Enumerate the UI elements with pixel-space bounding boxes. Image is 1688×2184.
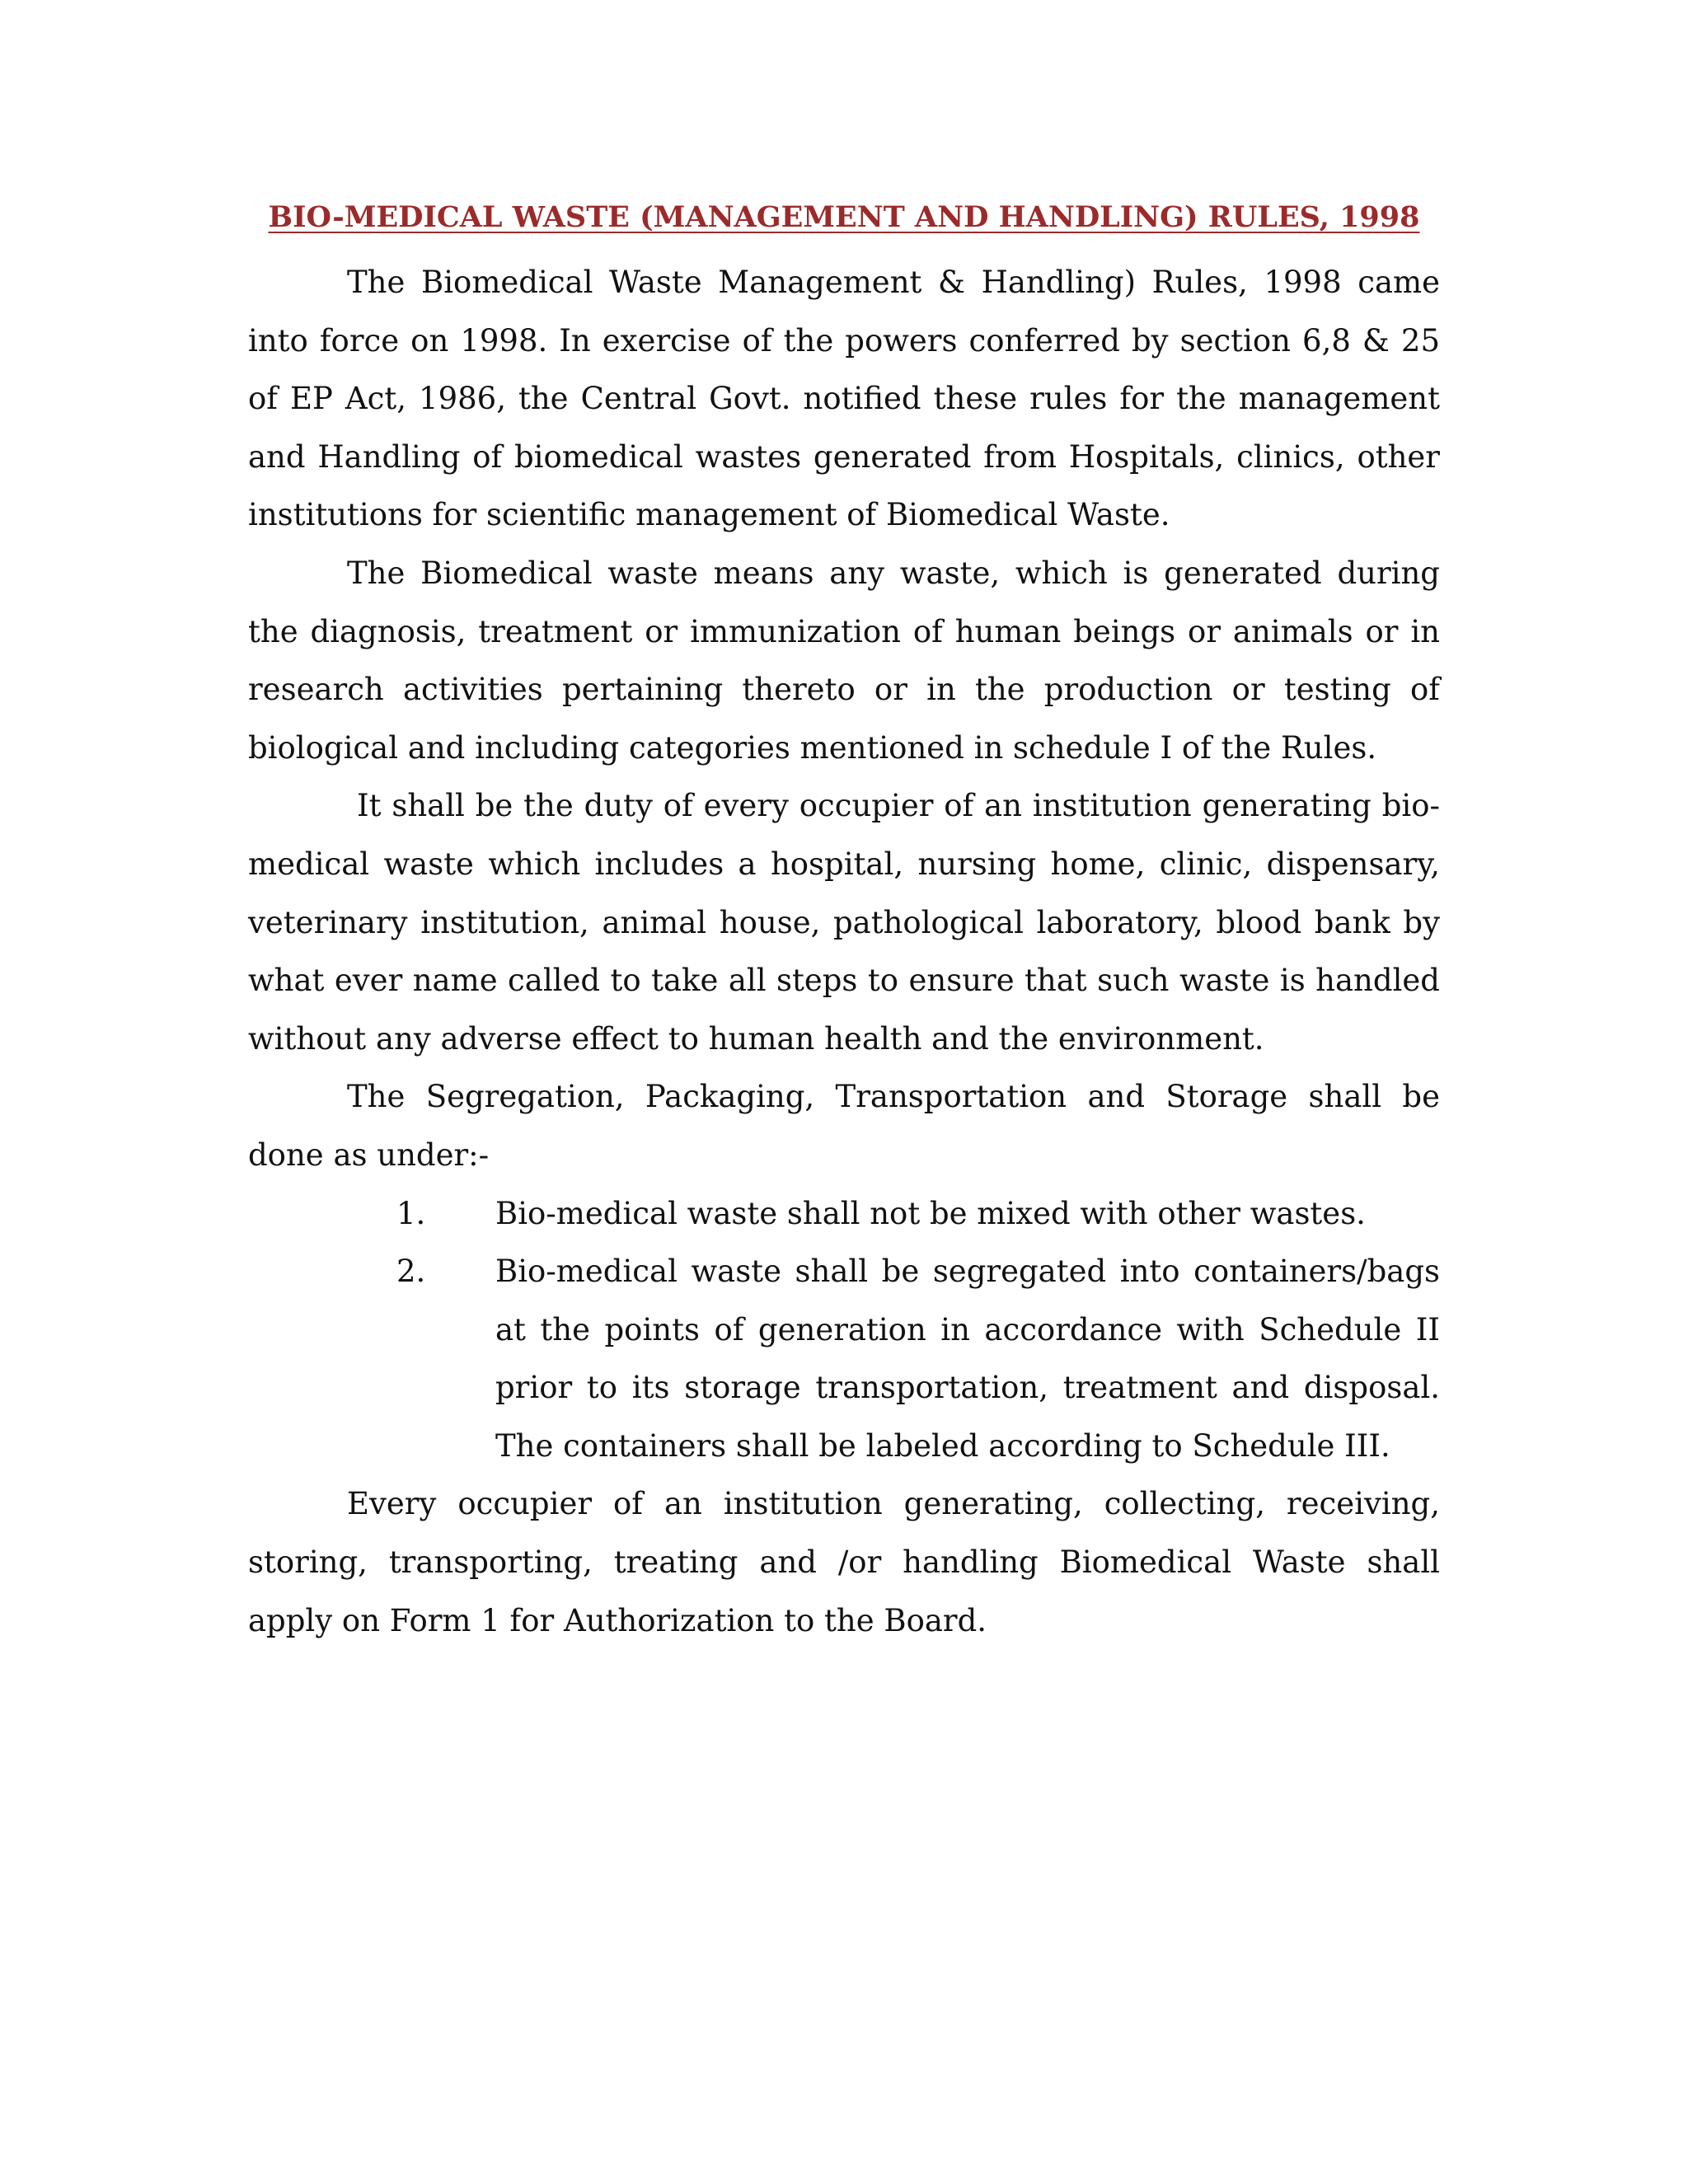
list-item-number: 1. [396, 1195, 426, 1231]
list-item-text: Bio-medical waste shall be segregated into containers/bags at the points of generation in accordance with Schedule II prior to its storage transportation, treatment and disposal. The containers shall be labeled according to Schedule III. [495, 1254, 1440, 1464]
paragraph-closing: Every occupier of an institution generating, collecting, receiving, storing, transporting, treating and /or handling Biomedical Waste shall apply on Form 1 for Authorization to the Board. [248, 1486, 1440, 1638]
paragraph-intro: The Biomedical Waste Management & Handling) Rules, 1998 came into force on 1998. In exercise of the powers conferred by section 6,8 & 25 of EP Act, 1986, the Central Govt. notified these rules for the management and Handling of biomedical wastes generated from Hospitals, clinics, other institutions for scientific management of Biomedical Waste. [248, 265, 1440, 533]
document-page [248, 198, 1440, 1650]
paragraph-segregation: The Segregation, Packaging, Transportation and Storage shall be done as under:- [248, 1079, 1440, 1173]
rules-list [248, 1185, 1440, 1476]
list-item-number: 2. [396, 1254, 426, 1290]
list-item [248, 1243, 1440, 1475]
paragraph-duty: It shall be the duty of every occupier of an institution generating bio-medical waste which includes a hospital, nursing home, clinic, dispensary, veterinary institution, animal house, pathological laboratory, blood bank by what ever name called to take all steps to ensure that such waste is handled without any adverse effect to human health and the environment. [248, 788, 1440, 1057]
list-item-text: Bio-medical waste shall not be mixed with other wastes. [495, 1195, 1366, 1231]
paragraph-definition: The Biomedical waste means any waste, which is generated during the diagnosis, treatment or immunization of human beings or animals or in research activities pertaining thereto or in the production or testing of biological and including categories mentioned in schedule I of the Rules. [248, 555, 1440, 766]
document-title: BIO-MEDICAL WASTE (MANAGEMENT AND HANDLING) RULES, 1998 [268, 200, 1420, 234]
list-item [248, 1185, 1440, 1244]
